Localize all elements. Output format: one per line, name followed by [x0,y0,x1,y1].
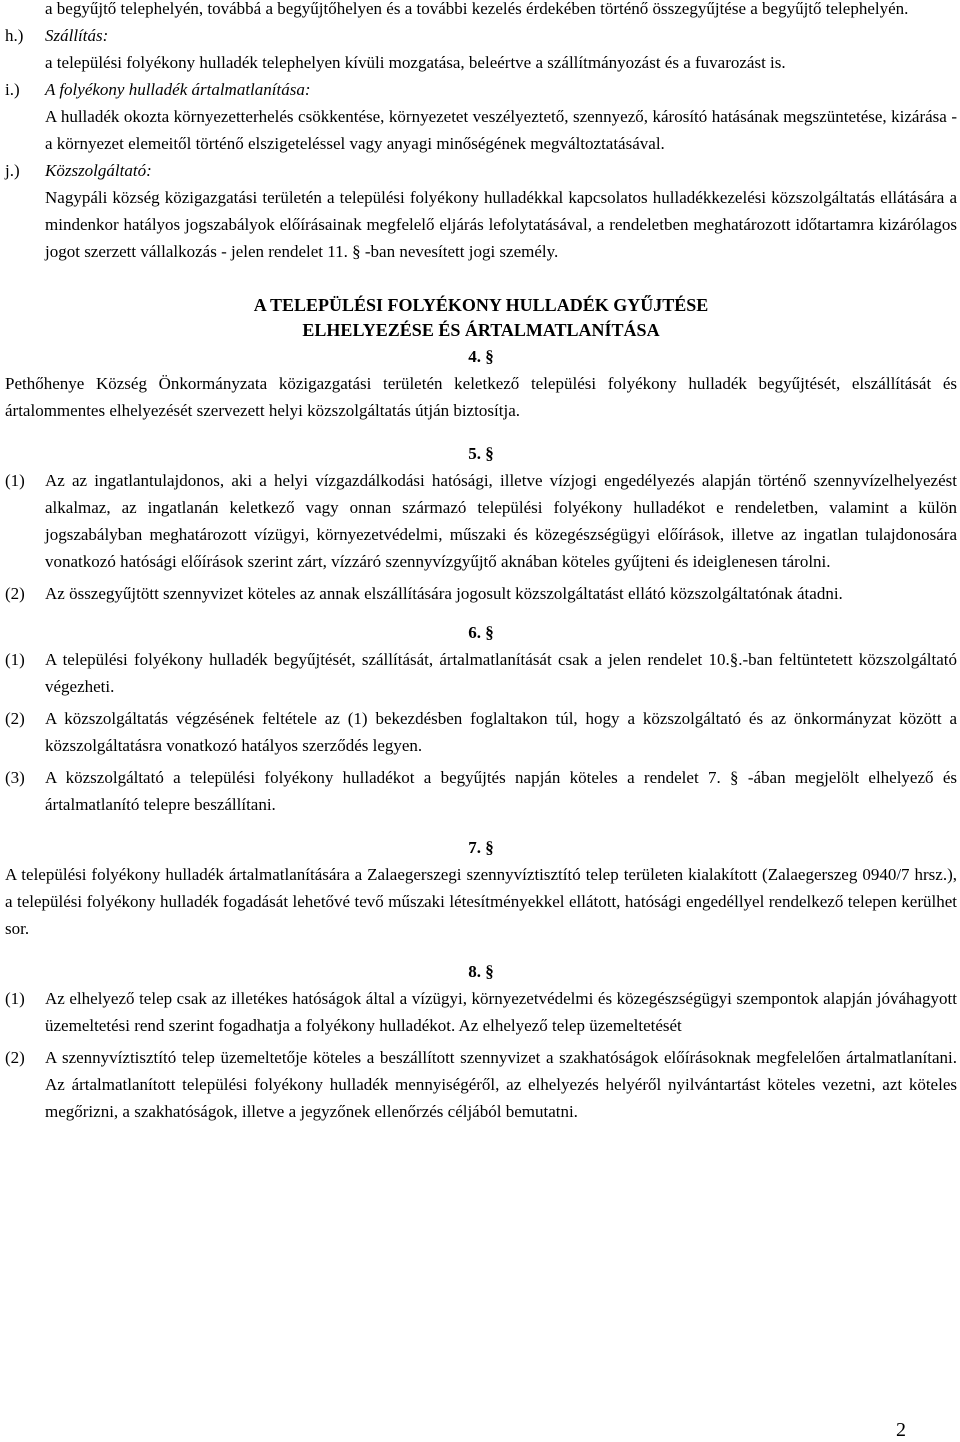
definition-h [5,22,957,76]
section-5-paragraph-1 [5,467,957,575]
section-4-text: Pethőhenye Község Önkormányzata közigazgatási területén keletkező települési folyékony hulladék begyűjtését, elszállítását és ártalommentes elhelyezését szervezett helyi közszolgáltatás útján biztosítja. [5,374,957,420]
section-8-paragraph-1 [5,985,957,1039]
paragraph-text: Az összegyűjtött szennyvizet köteles az annak elszállítására jogosult közszolgáltatást ellátó közszolgáltatónak átadni. [45,584,843,603]
section-6-paragraph-1 [5,646,957,700]
section-number-4: 4. § [468,347,494,366]
section-6-paragraph-2 [5,705,957,759]
paragraph-number: (1) [5,650,25,669]
definition-title: Szállítás: [45,26,109,45]
paragraph-number: (2) [5,709,25,728]
chapter-heading [5,293,957,343]
chapter-heading-line-2: ELHELYEZÉSE ÉS ÁRTALMATLANÍTÁSA [302,320,660,340]
paragraph-text: Az az ingatlantulajdonos, aki a helyi vízgazdálkodási hatósági, illetve vízjogi engedélyezés alapján történő szennyvízelhelyezést alkalmaz, az ingatlanán keletkező vagy onnan származó települési folyékony hulladékot e rendeletben, valamint a külön jogszabályban meghatározott vízügyi, környezetvédelmi, műszaki és közegészségügyi előírások, illetve az ingatlan tulajdonosára vonatkozó hatósági előírások szerint zárt, vízzáró szennyvízgyűjtő aknában köteles gyűjteni és ideiglenesen tárolni. [45,471,957,571]
section-7-text: A települési folyékony hulladék ártalmatlanítására a Zalaegerszegi szennyvíztisztító telep területen kialakított (Zalaegerszeg 0940/7 hrsz.), a települési folyékony hulladék fogadását lehetővé tevő műszaki létesítményekkel ellátott, hatósági engedéllyel rendelkező telepen kerülhet sor. [5,865,957,938]
definition-text: a települési folyékony hulladék telephelyen kívüli mozgatása, beleértve a szállítmányozást és a fuvarozást is. [45,53,786,72]
paragraph-text: A közszolgáltatás végzésének feltétele az (1) bekezdésben foglaltakon túl, hogy a közszolgáltató és az önkormányzat között a közszolgáltatásra vonatkozó hatályos szerződés legyen. [45,709,957,755]
section-5-paragraph-2 [5,580,957,607]
section-8-paragraph-2 [5,1044,957,1125]
chapter-heading-line-1: A TELEPÜLÉSI FOLYÉKONY HULLADÉK GYŰJTÉSE [253,295,709,315]
continuation-text: a begyűjtő telephelyén, továbbá a begyűjtőhelyen és a további kezelés érdekében történő összegyűjtése a begyűjtő telephelyén. [45,0,909,18]
section-number-6: 6. § [468,623,494,642]
section-6-paragraph-3 [5,764,957,818]
paragraph-text: Az elhelyező telep csak az illetékes hatóságok által a vízügyi, környezetvédelmi és közegészségügyi szempontok alapján jóváhagyott üzemeltetési rend szerint fogadhatja a folyékony hulladékot. Az elhelyező telep üzemeltetését [45,989,957,1035]
paragraph-number: (1) [5,989,25,1008]
paragraph-text: A települési folyékony hulladék begyűjtését, szállítását, ártalmatlanítását csak a jelen rendelet 10.§.-ban feltüntetett közszolgáltató végezheti. [45,650,957,696]
definition-letter: j.) [5,161,20,180]
definition-title: A folyékony hulladék ártalmatlanítása: [45,80,311,99]
page-number: 2 [896,1419,906,1441]
document-page [5,0,957,1125]
definition-i [5,76,957,157]
section-number-7: 7. § [468,838,494,857]
definition-title: Közszolgáltató: [45,161,152,180]
paragraph-number: (3) [5,768,25,787]
paragraph-number: (1) [5,471,25,490]
section-number-8: 8. § [468,962,494,981]
definition-letter: h.) [5,26,24,45]
definition-letter: i.) [5,80,20,99]
definition-j [5,157,957,265]
definition-text: Nagypáli község közigazgatási területén a települési folyékony hulladékkal kapcsolatos hulladékkezelési közszolgáltatás ellátására a mindenkor hatályos jogszabályok előírásainak megfelelő eljárás lefolytatásával, a rendeletben meghatározott időtartamra kizárólagos jogot szerzett vállalkozás - jelen rendelet 11. § -ban nevesített jogi személy. [45,188,957,261]
paragraph-number: (2) [5,1048,25,1067]
paragraph-number: (2) [5,584,25,603]
section-number-5: 5. § [468,444,494,463]
paragraph-text: A közszolgáltató a települési folyékony hulladékot a begyűjtés napján köteles a rendelet 7. § -ában megjelölt elhelyező és ártalmatlanító telepre beszállítani. [45,768,957,814]
paragraph-text: A szennyvíztisztító telep üzemeltetője köteles a beszállított szennyvizet a szakhatóságok előírásoknak megfelelően ártalmatlanítani. Az ártalmatlanított települési folyékony hulladék mennyiségéről, az elhelyezés helyéről nyilvántartást köteles vezetni, azt köteles megőrizni, a szakhatóságok, illetve a jegyzőnek ellenőrzés céljából bemutatni. [45,1048,957,1121]
definition-text: A hulladék okozta környezetterhelés csökkentése, környezetet veszélyeztető, szennyező, károsító hatásának megszüntetése, kizárása - a környezet elemeitől történő elszigeteléssel vagy anyagi minőségének megváltoztatásával. [45,107,957,153]
